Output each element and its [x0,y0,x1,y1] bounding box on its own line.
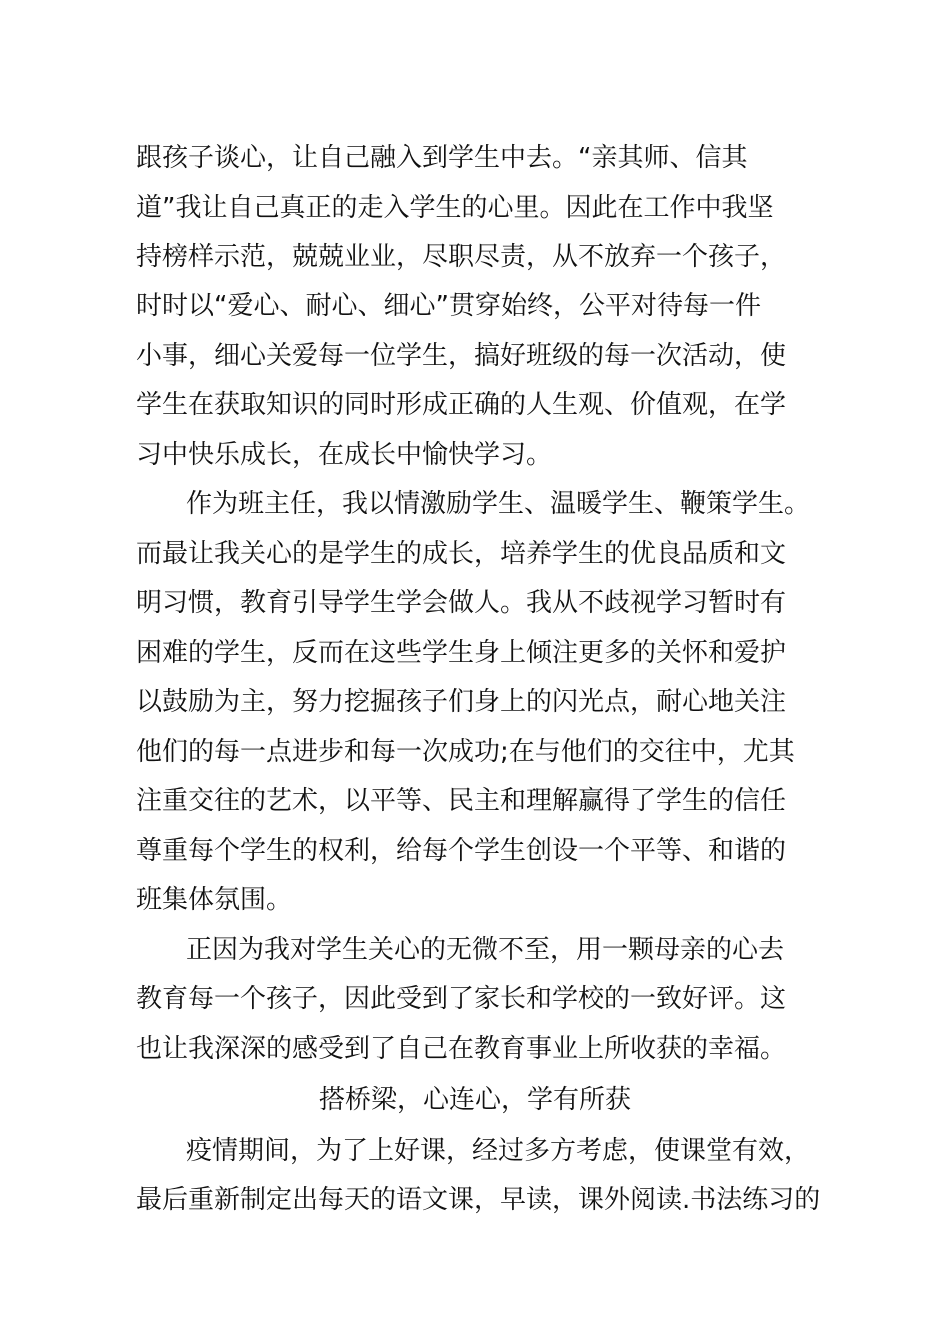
paragraph-first-line: 疫情期间，为了上好课，经过多方考虑，使课堂有效， [186,1136,811,1166]
text-line: 小事，细心关爱每一位学生，搞好班级的每一次活动，使 [136,341,787,371]
text-line: 注重交往的艺术，以平等、民主和理解赢得了学生的信任 [136,786,787,816]
text-line: 班集体氛围。 [136,885,293,915]
text-line: 时时以“爱心、耐心、细心”贯穿始终，公平对待每一件 [136,291,761,321]
text-line: 习中快乐成长，在成长中愉快学习。 [136,440,553,470]
text-line: 尊重每个学生的权利，给每个学生创设一个平等、和谐的 [136,836,787,866]
text-line: 持榜样示范，兢兢业业，尽职尽责，从不放弃一个孩子， [136,242,787,272]
section-heading: 搭桥梁，心连心，学有所获 [318,1085,631,1115]
text-line: 道”我让自己真正的走入学生的心里。因此在工作中我坚 [136,193,774,223]
text-line: 以鼓励为主，努力挖掘孩子们身上的闪光点，耐心地关注 [136,687,787,717]
text-line: 而最让我关心的是学生的成长，培养学生的优良品质和文 [136,539,787,569]
paragraph-first-line: 作为班主任，我以情激励学生、温暖学生、鞭策学生。 [186,489,811,519]
text-line: 也让我深深的感受到了自己在教育事业上所收获的幸福。 [136,1034,787,1064]
text-line: 他们的每一点进步和每一次成功;在与他们的交往中，尤其 [136,737,795,767]
text-line: 明习惯，教育引导学生学会做人。我从不歧视学习暂时有 [136,588,787,618]
text-line: 困难的学生，反而在这些学生身上倾注更多的关怀和爱护 [136,638,787,668]
text-line: 跟孩子谈心，让自己融入到学生中去。“亲其师、信其 [136,143,748,173]
text-line: 最后重新制定出每天的语文课，早读，课外阅读.书法练习的 [136,1185,821,1215]
text-line: 学生在获取知识的同时形成正确的人生观、价值观，在学 [136,390,787,420]
text-line: 教育每一个孩子，因此受到了家长和学校的一致好评。这 [136,984,787,1014]
paragraph-first-line: 正因为我对学生关心的无微不至，用一颗母亲的心去 [186,935,785,965]
